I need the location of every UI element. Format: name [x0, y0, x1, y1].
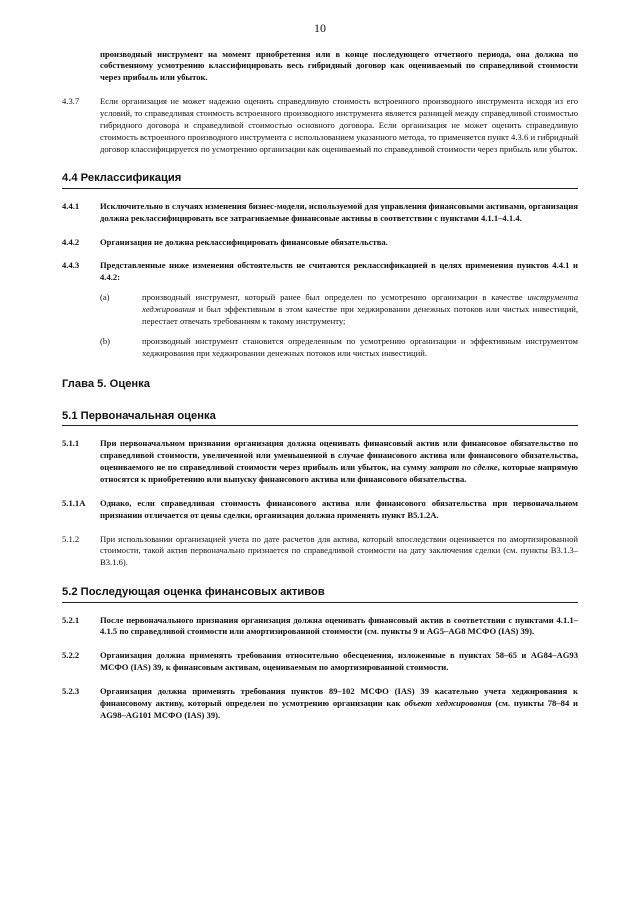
page-number: 10 — [314, 21, 326, 35]
list-item-label: (b) — [100, 335, 111, 346]
paragraph-text: При первоначальном признании организация должна оценивать финансовый актив или финансовое обязательство по справедливой стоимости, увеличенной или уменьшенной в случае финансового актива или финансового обязательства, оцениваемого не по справедливой стоимости через прибыль или убыток, на сумму затрат по сделке, которые напрямую относятся к приобретению или выпуску финансового актива или финансового обязательства. — [100, 438, 578, 484]
paragraph-text: Организация должна применять требования пунктов 89–102 МСФО (IAS) 39 касательно учета хеджирования к финансовому активу, который определен по усмотрению организации как объект хеджирования (см. пункты 78–84 и AG98–AG101 МСФО (IAS) 39). — [100, 686, 579, 720]
list-item-text: производный инструмент становится определенным по усмотрению организации и эффективным инструментом хеджирования при хеджировании денежных потоков или чистых инвестиций. — [142, 335, 578, 358]
paragraph-text: Представленные ниже изменения обстоятельств не считаются реклассификацией в целях применения пунктов 4.4.1 и 4.4.2: — [100, 260, 578, 283]
list-item-text: производный инструмент, который ранее был определен по усмотрению организации в качестве инструмента хеджирования и был эффективным в этом качестве при хеджировании денежных потоков или чистых инвестиций, перестает отвечать требованиям к такому инструменту; — [142, 292, 578, 326]
paragraph-5-1-1a — [62, 498, 578, 522]
paragraph-number: 4.3.7 — [62, 96, 80, 107]
paragraph-text: После первоначального признания организация должна оценивать финансовый актив в соответствии с пунктами 4.1.1–4.1.5 по справедливой стоимости или амортизированной стоимости (см. пункты 9 и AG5–AG8 МСФО (IAS) 39). — [100, 614, 578, 637]
paragraph-4-3-7 — [62, 96, 578, 155]
paragraph-5-2-2 — [62, 650, 578, 674]
paragraph-4-4-1 — [62, 201, 578, 225]
paragraph-number: 5.2.2 — [62, 650, 80, 661]
paragraph-number: 5.1.2 — [62, 533, 80, 544]
paragraph-text: Организация должна применять требования относительно обесценения, изложенные в пунктах 58–65 и AG84–AG93 МСФО (IAS) 39, к финансовым активам, оцениваемым по амортизированной стоимости. — [100, 650, 578, 673]
italic-term: затрат по сделке — [429, 462, 498, 473]
paragraph-number: 5.2.1 — [62, 614, 80, 625]
chapter-heading-5: Глава 5. Оценка — [62, 378, 150, 391]
paragraph-5-2-1 — [62, 615, 578, 639]
italic-term: объект хеджирования — [404, 697, 492, 708]
paragraph-text: При использовании организацией учета по дате расчетов для актива, который впоследствии оценивается по амортизированной стоимости, такой актив первоначально признается по справедливой стоимости на дату заключения сделки (см. пункты B3.1.3–B3.1.6). — [100, 533, 578, 568]
paragraph-number: 4.4.2 — [62, 236, 80, 247]
list-item-b — [100, 336, 578, 360]
paragraph-number: 5.1.1A — [62, 497, 86, 508]
paragraph-5-2-3 — [62, 686, 578, 722]
paragraph-number: 4.4.1 — [62, 200, 80, 211]
paragraph-4-4-2 — [62, 237, 578, 249]
paragraph-text: Если организация не может надежно оценить справедливую стоимость встроенного производного инструмента исходя из его условий, то справедливая стоимость встроенного производного инструмента является разницей между справедливой стоимостью гибридного договора и справедливой стоимостью основного договора. Если организация не может оценить справедливую стоимость встроенного производного инструмента с использованием указанного метода, то применяется пункт 4.3.6 и гибридный договор классифицируется по усмотрению организации как оцениваемый по справедливой стоимости через прибыль или убыток. — [100, 96, 578, 154]
lead-paragraph: производный инструмент на момент приобретения или в конце последующего отчетного периода, она должна по собственному усмотрению классифицировать весь гибридный договор как оцениваемый по справедливой стоимости через прибыль или убыток. — [100, 48, 578, 83]
list-item-label: (a) — [100, 292, 110, 303]
paragraph-text: Исключительно в случаях изменения бизнес-модели, используемой для управления финансовыми активами, организация должна реклассифицировать все затрагиваемые финансовые активы в соответствии с пунктами 4.1.1–4.1.4. — [100, 200, 578, 223]
paragraph-4-4-3 — [62, 260, 578, 284]
paragraph-5-1-1 — [62, 438, 578, 485]
paragraph-number: 5.2.3 — [62, 686, 80, 696]
paragraph-number: 5.1.1 — [62, 438, 80, 449]
paragraph-text: Организация не должна реклассифицировать финансовые обязательства. — [100, 236, 388, 247]
list-item-a — [100, 292, 578, 328]
paragraph-5-1-2 — [62, 534, 578, 570]
paragraph-text: Однако, если справедливая стоимость финансового актива или финансового обязательства при первоначальном признании отличается от цены сделки, организация должна применять пункт B5.1.2A. — [100, 497, 578, 520]
section-heading-4-4: 4.4 Реклассификация — [62, 171, 578, 188]
section-heading-5-1: 5.1 Первоначальная оценка — [62, 409, 578, 426]
section-heading-5-2: 5.2 Последующая оценка финансовых активов — [62, 585, 578, 602]
italic-term: инструмента хеджирования — [142, 292, 578, 315]
paragraph-number: 4.4.3 — [62, 260, 80, 271]
